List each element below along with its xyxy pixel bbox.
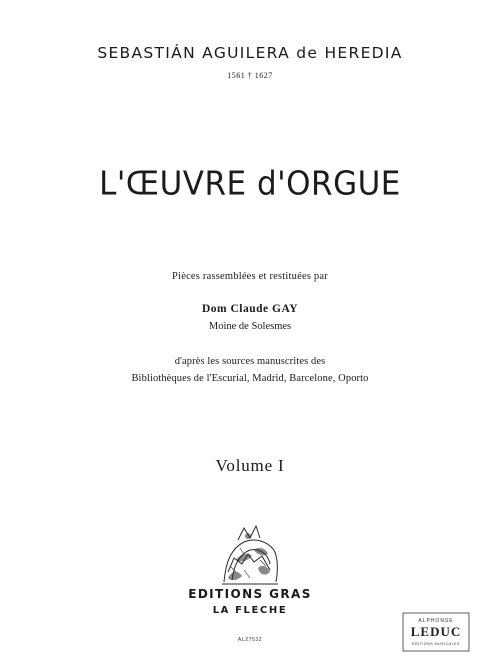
- sources-line-1: d'après les sources manuscrites des: [174, 356, 326, 367]
- subtitle: Pièces rassemblées et restituées par: [172, 271, 328, 282]
- leduc-logo-icon: [402, 612, 470, 652]
- publisher-name: EDITIONS GRAS: [188, 587, 312, 601]
- leduc-logo-name: LEDUC: [410, 624, 462, 639]
- publisher-city: LA FLECHE: [212, 605, 288, 616]
- sources-line-2: Bibliothèques de l'Escurial, Madrid, Barcelone, Oporto: [131, 373, 369, 384]
- work-title: L'ŒUVRE d'ORGUE: [99, 165, 401, 203]
- leduc-logo-top: ALPHONSE: [418, 618, 454, 624]
- editor-name: Dom Claude GAY: [201, 303, 299, 315]
- composer-name: SEBASTIÁN AGUILERA de HEREDIA: [97, 44, 403, 62]
- engraved-emblem-icon: [214, 520, 286, 592]
- composer-dates: 1561 † 1627: [227, 71, 273, 80]
- catalog-number: AL27532: [237, 637, 263, 643]
- editor-role: Moine de Solesmes: [208, 321, 292, 332]
- volume-label: Volume I: [215, 456, 285, 475]
- leduc-logo-bottom: ÉDITIONS MUSICALES: [412, 642, 460, 646]
